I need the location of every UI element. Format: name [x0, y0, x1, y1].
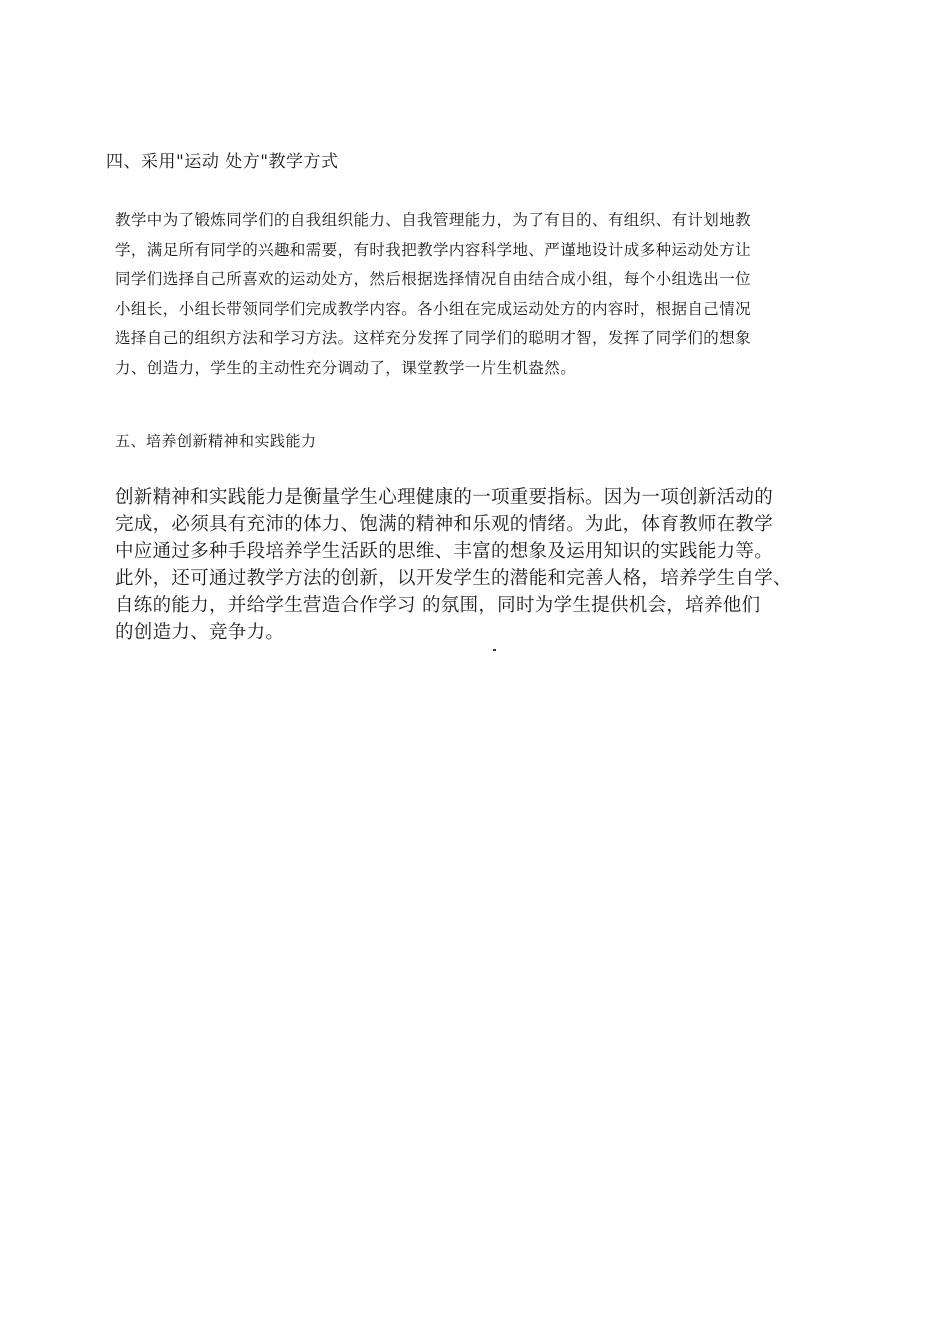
paragraph-line: 的创造力、竞争力。 — [115, 622, 285, 643]
section-4-paragraph — [115, 206, 845, 383]
section-4-heading: 四、采用"运动 处方"教学方式 — [106, 152, 339, 172]
section-5-paragraph — [115, 484, 845, 646]
paragraph-line: 创新精神和实践能力是衡量学生心理健康的一项重要指标。因为一项创新活动的 — [115, 487, 774, 508]
paragraph-line: 同学们选择自己所喜欢的运动处方，然后根据选择情况自由结合成小组，每个小组选出一位 — [115, 270, 752, 288]
paragraph-line: 力、创造力，学生的主动性充分调动了，课堂教学一片生机盎然。 — [115, 358, 577, 377]
paragraph-line: 完成，必须具有充沛的体力、饱满的精神和乐观的情绪。为此，体育教师在教学 — [115, 514, 774, 535]
paragraph-line: 小组长，小组长带领同学们完成教学内容。各小组在完成运动处方的内容时，根据自己情况 — [115, 299, 752, 318]
paragraph-line: 中应通过多种手段培养学生活跃的思维、丰富的想象及运用知识的实践能力等。 — [115, 541, 774, 562]
paragraph-line: 选择自己的组织方法和学习方法。这样充分发挥了同学们的聪明才智，发挥了同学们的想象 — [115, 329, 752, 347]
stray-mark — [493, 649, 496, 651]
paragraph-line: 此外，还可通过教学方法的创新，以开发学生的潜能和完善人格，培养学生自学、 — [115, 568, 792, 589]
section-5-heading: 五、培养创新精神和实践能力 — [115, 432, 317, 450]
paragraph-line: 学，满足所有同学的兴趣和需要，有时我把教学内容科学地、严谨地设计成多种运动处方让 — [115, 240, 752, 259]
paragraph-line: 自练的能力，并给学生营造合作学习 的氛围，同时为学生提供机会，培养他们 — [115, 595, 761, 616]
paragraph-line: 教学中为了锻炼同学们的自我组织能力、自我管理能力，为了有目的、有组织、有计划地教 — [115, 211, 752, 229]
